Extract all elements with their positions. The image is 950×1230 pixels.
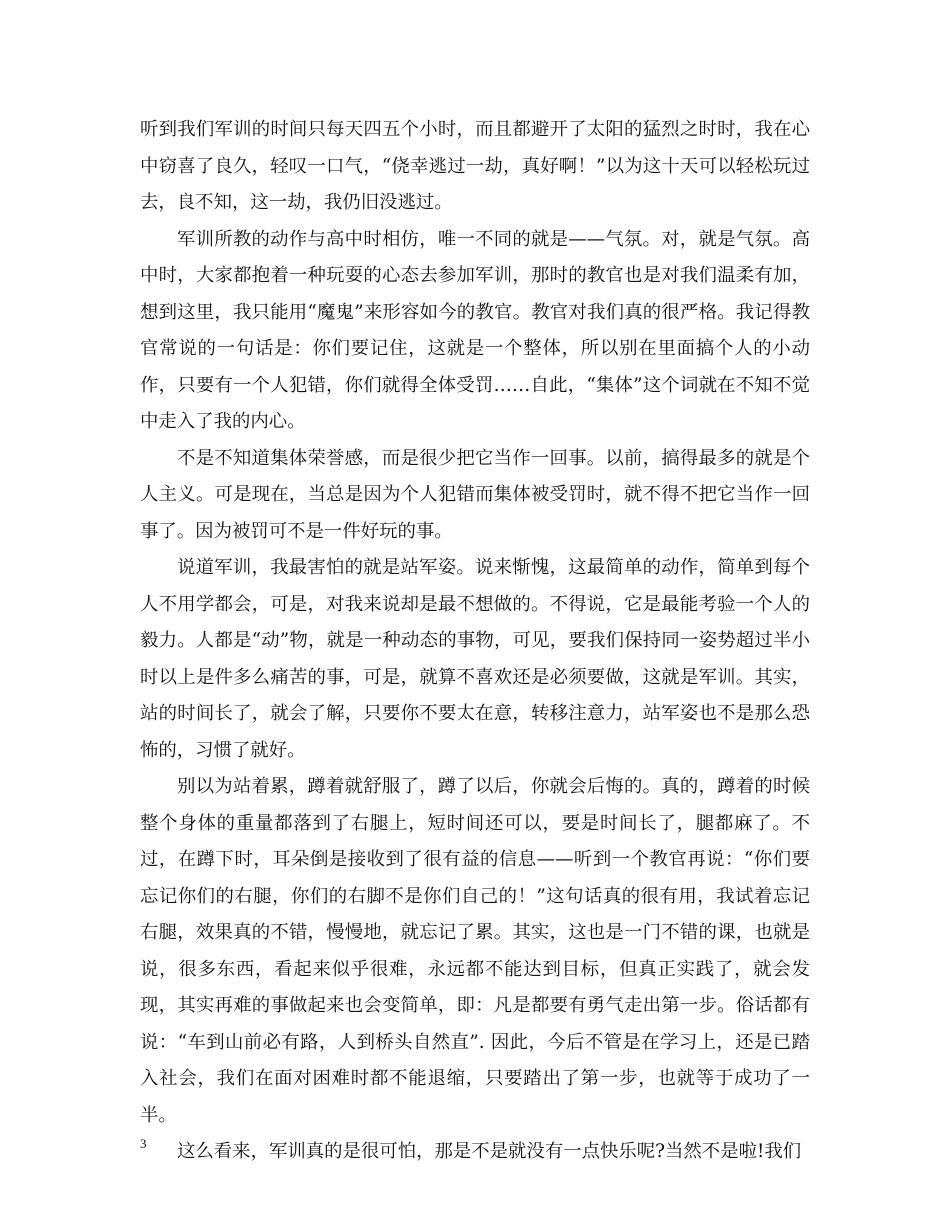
paragraph-6: 这么看来，军训真的是很可怕，那是不是就没有一点快乐呢?当然不是啦!我们: [177, 1141, 802, 1162]
paragraph-3: 不是不知道集体荣誉感，而是很少把它当作一回事。以前，搞得最多的就是个人主义。可是现在，当总是因为个人犯错而集体被受罚时，就不得不把它当作一回事了。因为被罚可不是一件好玩的事。: [140, 447, 810, 542]
paragraph-4: 说道军训，我最害怕的就是站军姿。说来惭愧，这最简单的动作，简单到每个人不用学都会，可是，对我来说却是最不想做的。不得说，它是最能考验一个人的毅力。人都是“动”物，就是一种动态的事物，可见，要我们保持同一姿势超过半小时以上是件多么痛苦的事，可是，就算不喜欢还是必须要做，这就是军训。其实，站的时间长了，就会了解，只要你不要太在意，转移注意力，站军姿也不是那么恐怖的，习惯了就好。: [140, 557, 810, 761]
paragraph-5: 别以为站着累，蹲着就舒服了，蹲了以后，你就会后悔的。真的，蹲着的时候整个身体的重量都落到了右腿上，短时间还可以，要是时间长了，腿都麻了。不过，在蹲下时，耳朵倒是接收到了很有益的信息——听到一个教官再说：“你们要忘记你们的右腿，你们的右脚不是你们自己的！”这句话真的很有用，我试着忘记右腿，效果真的不错，慢慢地，就忘记了累。其实，这也是一门不错的课，也就是说，很多东西，看起来似乎很难，永远都不能达到目标，但真正实践了，就会发现，其实再难的事做起来也会变简单，即：凡是都要有勇气走出第一步。俗话都有说：“车到山前必有路，人到桥头自然直”. 因此，今后不管是在学习上，还是已踏入社会，我们在面对困难时都不能退缩，只要踏出了第一步，也就等于成功了一半。: [140, 776, 810, 1126]
paragraph-2: 军训所教的动作与高中时相仿，唯一不同的就是——气氛。对，就是气氛。高中时，大家都抱着一种玩耍的心态去参加军训，那时的教官也是对我们温柔有加，想到这里，我只能用“魔鬼”来形容如今的教官。教官对我们真的很严格。我记得教官常说的一句话是：你们要记住，这就是一个整体，所以别在里面搞个人的小动作，只要有一个人犯错，你们就得全体受罚……自此，“集体”这个词就在不知不觉中走入了我的内心。: [140, 228, 810, 432]
paragraph-1: 听到我们军训的时间只每天四五个小时，而且都避开了太阳的猛烈之时时，我在心中窃喜了良久，轻叹一口气，“侥幸逃过一劫，真好啊！”以为这十天可以轻松玩过去，良不知，这一劫，我仍旧没逃过。: [140, 119, 810, 213]
page-number: 3: [140, 1136, 147, 1151]
body-text: [140, 112, 810, 1171]
